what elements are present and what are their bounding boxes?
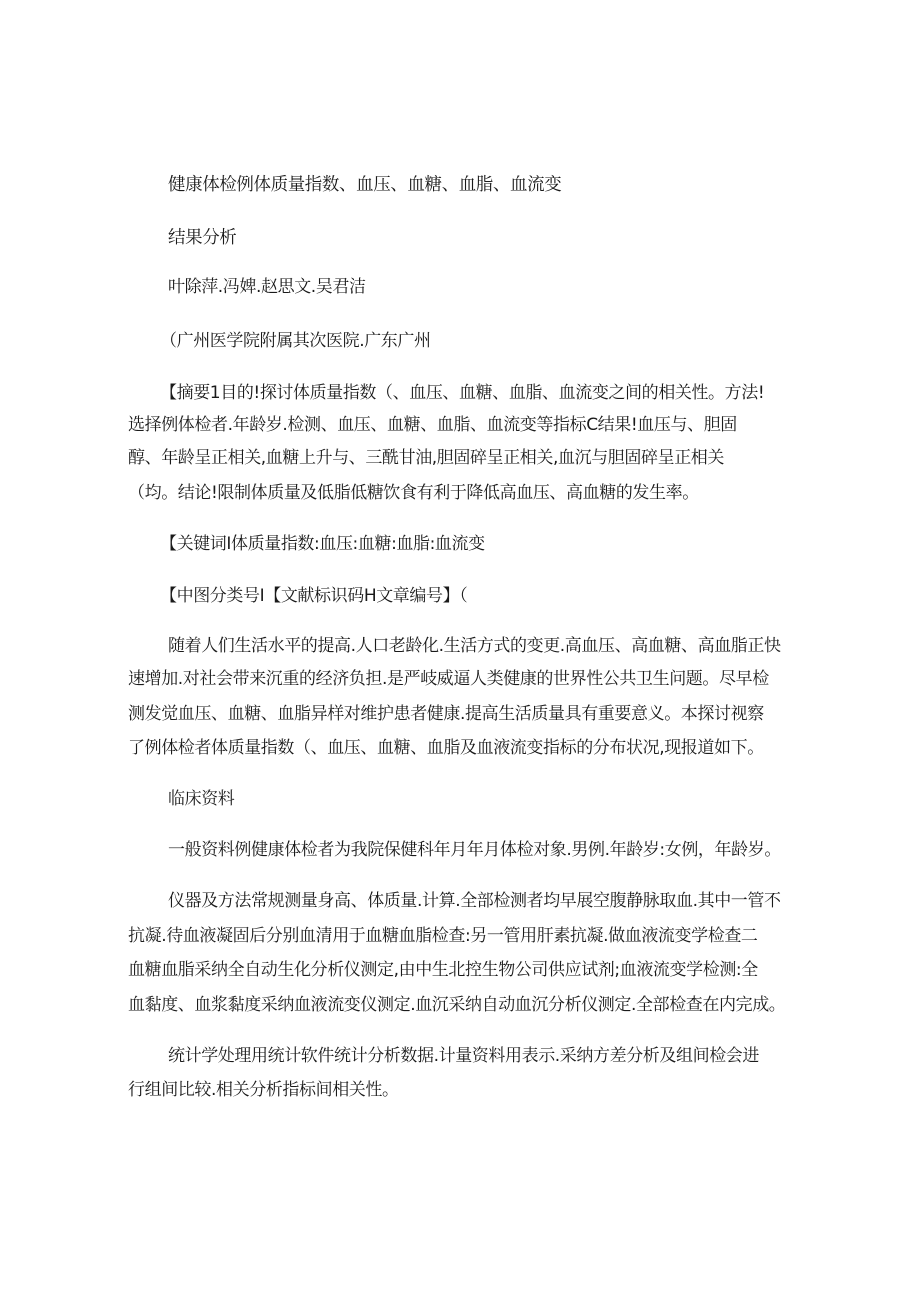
methods-line-1: 仪器及方法常规测量身高、体质量.计算.全部检测者均早展空腹静脉取血.其中一管不: [168, 891, 781, 911]
general-info: 一般资料例健康体检者为我院保健科年月年月体检对象.男例.年龄岁:女例，年龄岁。: [168, 840, 781, 860]
abstract-line-4: （均。结论!限制体质量及低脂低糖饮食有利于降低高血压、高血糖的发生率。: [128, 483, 699, 503]
title-line-2: 结果分析: [168, 228, 237, 248]
authors: 叶除萍.冯婢.赵思文.吴君洁: [168, 277, 366, 297]
intro-line-2: 速增加.对社会带来沉重的经济负担.是严岐威逼人类健康的世界性公共卫生问题。尽早检: [128, 669, 769, 689]
title-line-1: 健康体检例体质量指数、血压、血糖、血脂、血流变: [168, 175, 562, 195]
classification: 【中图分类号I【文献标识码H文章编号】（: [160, 586, 468, 606]
statistics-line-1: 统计学处理用统计软件统计分析数据.计量资料用表示.采纳方差分析及组间检会进: [168, 1046, 760, 1066]
section-heading: 临床资料: [168, 789, 235, 809]
abstract-line-3: 醇、年龄呈正相关,血糖上升与、三酰甘油,胆固碎呈正相关,血沉与胆固碎呈正相关: [128, 448, 725, 468]
methods-line-4: 血黏度、血浆黏度采纳血液流变仪测定.血沉采纳自动血沉分析仪测定.全部检查在内完成。: [128, 995, 786, 1015]
keywords: 【关键词I体质量指数:血压:血糖:血脂:血流变: [160, 534, 485, 554]
intro-line-4: 了例体检者体质量指数（、血压、血糖、血脂及血液流变指标的分布状况,现报道如下。: [128, 738, 764, 758]
intro-line-1: 随着人们生活水平的提高.人口老龄化.生活方式的变更.高血压、高血糖、高血脂正快: [168, 636, 781, 656]
methods-line-2: 抗凝.待血液凝固后分别血清用于血糖血脂检查:另一管用肝素抗凝.做血液流变学检查二: [128, 926, 758, 946]
intro-line-3: 测发觉血压、血糖、血脂异样对维护患者健康.提高生活质量具有重要意义。本探讨视察: [128, 704, 764, 724]
affiliation: （广州医学院附属其次医院.广东广州: [160, 331, 431, 351]
methods-line-3: 血糖血脂采纳全自动生化分析仪测定,由中生北控生物公司供应试剂;血液流变学检测:全: [128, 960, 758, 980]
statistics-line-2: 行组间比较.相关分析指标间相关性。: [128, 1080, 399, 1100]
abstract-line-1: 【摘要1目的!探讨体质量指数（、血压、血糖、血脂、血流变之间的相关性。方法!: [160, 383, 765, 403]
abstract-line-2: 选择例体检者.年龄岁.检测、血压、血糖、血脂、血流变等指标C结果!血压与、胆固: [128, 415, 737, 435]
